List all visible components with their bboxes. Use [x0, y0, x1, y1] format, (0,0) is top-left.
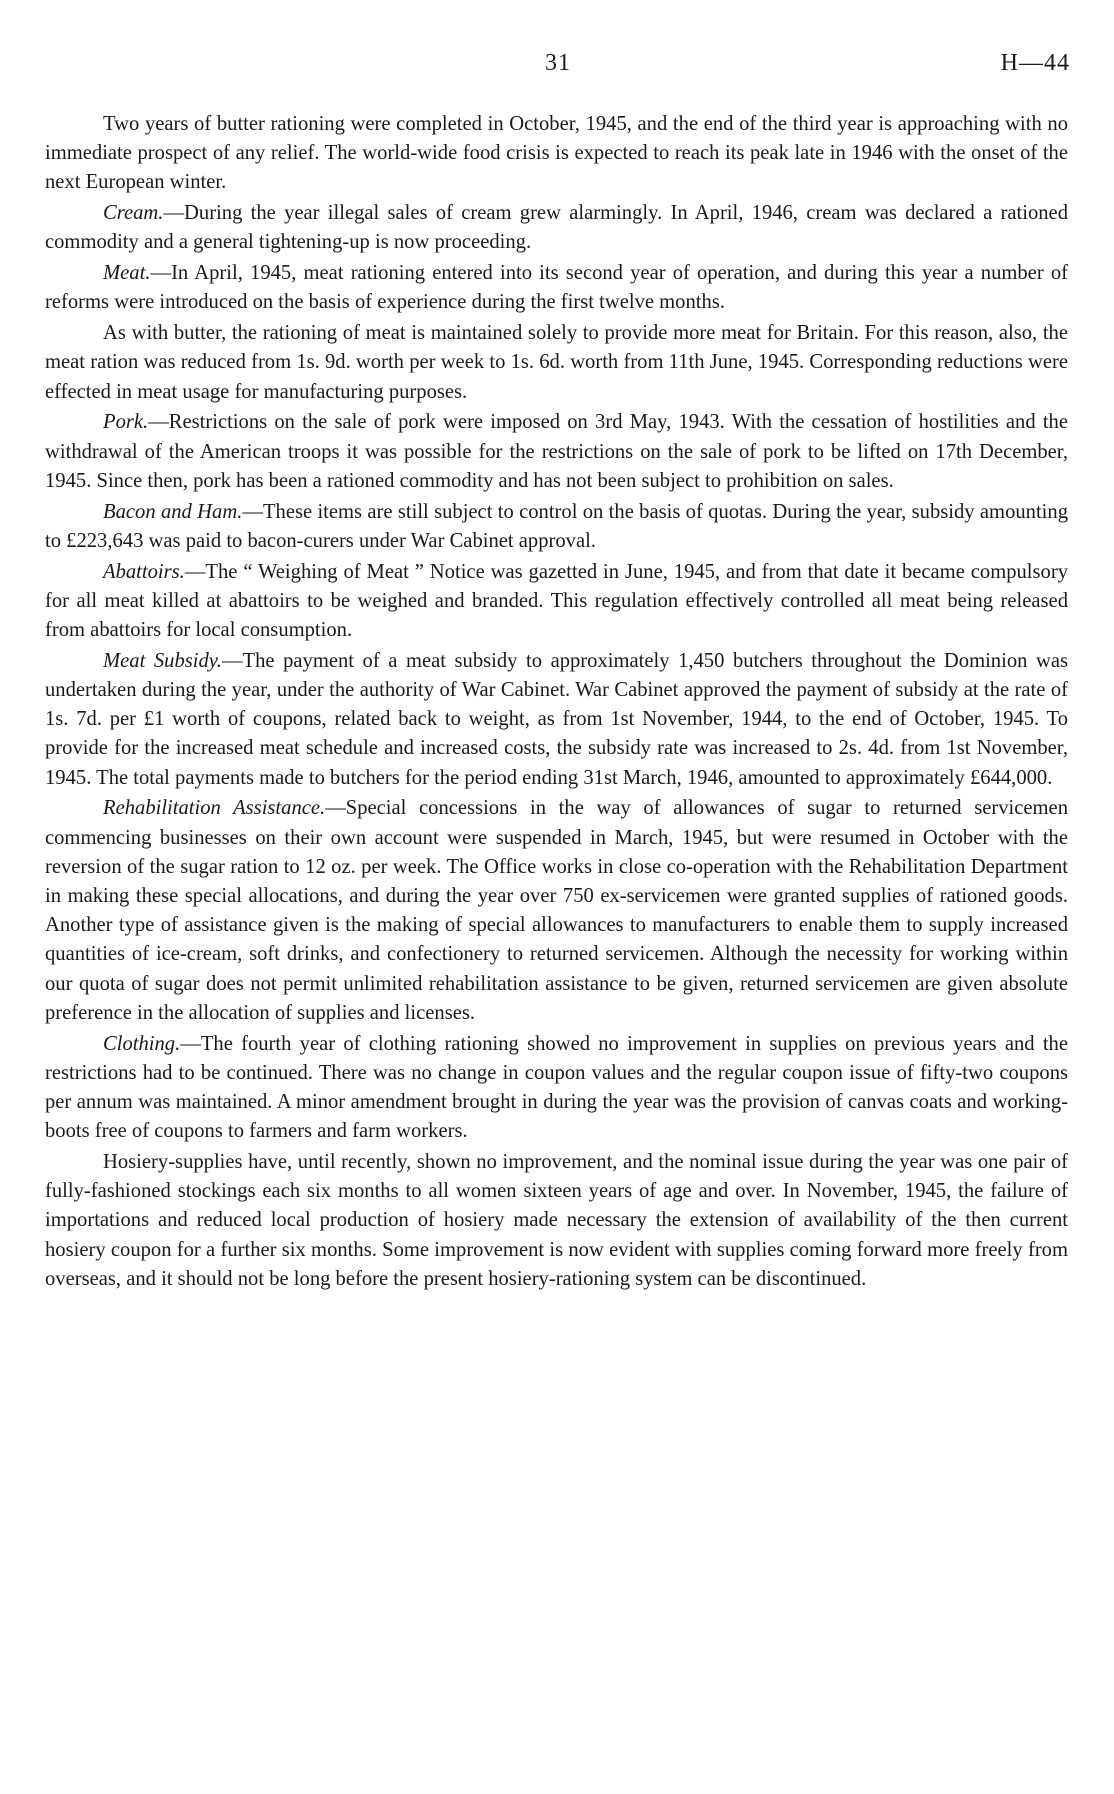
paragraph-text: —During the year illegal sales of cream grew alarmingly. In April, 1946, cream was declared a rationed commodity and a general tightening-up is now proceeding. [45, 202, 1068, 254]
body-text [45, 110, 1068, 1294]
paragraph-cream [45, 199, 1068, 257]
paragraph-text: As with butter, the rationing of meat is maintained solely to provide more meat for Britain. For this reason, also, the meat ration was reduced from 1s. 9d. worth per week to 1s. 6d. worth from 11th June, 1945. Corresponding reductions were effected in meat usage for manufacturing purposes. [45, 322, 1068, 403]
paragraph-clothing [45, 1030, 1068, 1147]
section-heading: Rehabilitation Assistance. [103, 797, 326, 820]
paragraph-text: —The “ Weighing of Meat ” Notice was gazetted in June, 1945, and from that date it became compulsory for all meat killed at abattoirs to be weighed and branded. This regulation effectively controlled all meat being released from abattoirs for local consumption. [45, 560, 1068, 642]
paragraph-text: Hosiery-supplies have, until recently, shown no improvement, and the nominal issue during the year was one pair of fully-fashioned stockings each six months to all women sixteen years of age and over. In November, 1945, the failure of importations and reduced local production of hosiery made necessary the extension of availability of the then current hosiery coupon for a further six months. Some improvement is now evident with supplies coming forward more freely from overseas, and it should not be long before the present hosiery-rationing system can be discontinued. [45, 1151, 1068, 1290]
page-header [0, 50, 1114, 84]
paragraph-hosiery [45, 1148, 1068, 1294]
paragraph-text: —Special concessions in the way of allowances of sugar to returned servicemen commencing businesses on their own account were suspended in March, 1945, but were resumed in October with the reversion of the sugar ration to 12 oz. per week. The Office works in close co-operation with the Rehabilitation Department in making these special allocations, and during the year over 750 ex-servicemen were granted supplies of rationed goods. Another type of assistance given is the making of special allowances to manufacturers to enable them to supply increased quantities of ice-cream, soft drinks, and confectionery to returned servicemen. Although the necessity for working within our quota of sugar does not permit unlimited rehabilitation assistance to be given, returned servicemen are given absolute preference in the allocation of supplies and licenses. [45, 797, 1068, 1024]
section-heading: Meat Subsidy. [103, 649, 222, 672]
section-heading: Bacon and Ham. [103, 500, 243, 523]
paragraph-text: —Restrictions on the sale of pork were imposed on 3rd May, 1943. With the cessation of hostilities and the withdrawal of the American troops it was possible for the restrictions on the sale of pork to be lifted on 17th December, 1945. Since then, pork has been a rationed commodity and has not been subject to prohibition on sales. [45, 411, 1068, 492]
section-heading: Clothing. [103, 1032, 181, 1055]
paragraph-text: —The fourth year of clothing rationing showed no improvement in supplies on previous years and the restrictions had to be continued. There was no change in coupon values and the regular coupon issue of fifty-two coupons per annum was maintained. A minor amendment brought in during the year was the provision of canvas coats and working-boots free of coupons to farmers and farm workers. [45, 1032, 1068, 1143]
paragraph-bacon-ham [45, 498, 1068, 556]
paragraph-text: —In April, 1945, meat rationing entered into its second year of operation, and during this year a number of reforms were introduced on the basis of experience during the first twelve months. [45, 262, 1068, 314]
section-heading: Pork. [103, 411, 149, 434]
document-reference: H—44 [1000, 50, 1070, 76]
page-number: 31 [545, 50, 571, 76]
paragraph-text: —These items are still subject to control on the basis of quotas. During the year, subsidy amounting to £223,643 was paid to bacon-curers under War Cabinet approval. [45, 500, 1068, 552]
paragraph-abattoirs [45, 558, 1068, 646]
section-heading: Cream. [103, 202, 164, 225]
section-heading: Abattoirs. [103, 560, 185, 583]
section-heading: Meat. [103, 262, 151, 285]
paragraph-meat-britain [45, 319, 1068, 407]
paragraph-pork [45, 408, 1068, 496]
paragraph-meat [45, 259, 1068, 317]
paragraph-butter [45, 110, 1068, 198]
paragraph-text: Two years of butter rationing were completed in October, 1945, and the end of the third year is approaching with no immediate prospect of any relief. The world-wide food crisis is expected to reach its peak late in 1946 with the onset of the next European winter. [45, 113, 1068, 194]
paragraph-meat-subsidy [45, 647, 1068, 793]
paragraph-text: —The payment of a meat subsidy to approximately 1,450 butchers throughout the Dominion was undertaken during the year, under the authority of War Cabinet. War Cabinet approved the payment of subsidy at the rate of 1s. 7d. per £1 worth of coupons, related back to weight, as from 1st November, 1944, to the end of October, 1945. To provide for the increased meat schedule and increased costs, the subsidy rate was increased to 2s. 4d. from 1st November, 1945. The total payments made to butchers for the period ending 31st March, 1946, amounted to approximately £644,000. [45, 649, 1068, 789]
paragraph-rehabilitation [45, 794, 1068, 1028]
